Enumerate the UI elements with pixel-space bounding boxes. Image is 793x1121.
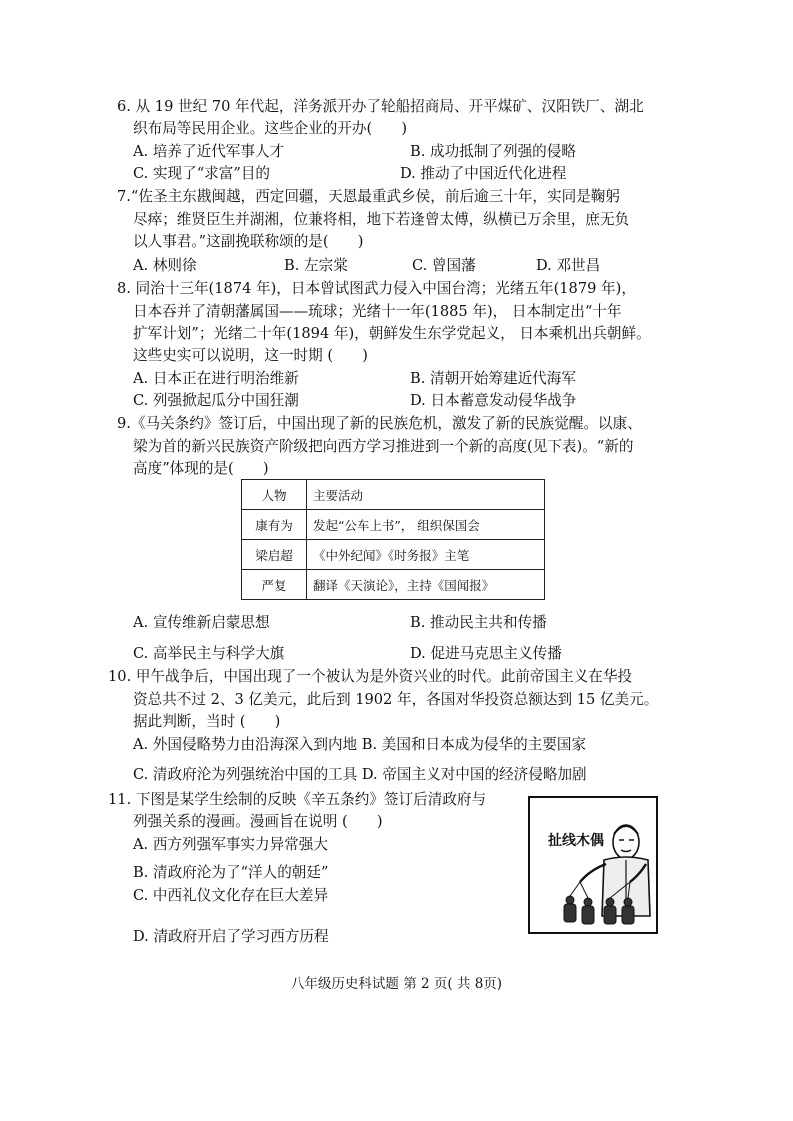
puppet-cartoon	[528, 796, 658, 934]
q7-option-d: D. 邓世昌	[536, 257, 601, 274]
table-header-row	[242, 480, 545, 510]
table-header-cell: 人物	[242, 480, 307, 510]
q8-option-c: C. 列强掀起瓜分中国狂潮	[133, 392, 299, 409]
q6-option-d: D. 推动了中国近代化进程	[400, 165, 567, 182]
q7-stem-line2: 尽瘁；维贤臣生并湖湘，位兼将相，地下若逢曾太傅，纵横已万余里，庶无负	[133, 211, 630, 228]
table-cell: 梁启超	[242, 540, 307, 570]
q10-stem-line2: 资总共不过 2、3 亿美元，此后到 1902 年，各国对华投资总额达到 15 亿美元。	[133, 691, 659, 708]
q8-option-b: B. 清朝开始筹建近代海军	[410, 370, 576, 387]
q9-option-d: D. 促进马克思主义传播	[410, 645, 562, 662]
table-cell: 康有为	[242, 510, 307, 540]
q8-option-a: A. 日本正在进行明治维新	[133, 370, 299, 387]
q8-stem-line3: 扩军计划”；光绪二十年(1894 年)，朝鲜发生东学党起义， 日本乘机出兵朝鲜。	[133, 325, 651, 342]
table-row	[242, 510, 545, 540]
page-footer: 八年级历史科试题 第 2 页( 共 8页)	[290, 976, 503, 992]
q9-option-b: B. 推动民主共和传播	[410, 614, 547, 631]
q10-options-ab: A. 外国侵略势力由沿海深入到内地 B. 美国和日本成为侵华的主要国家	[133, 736, 587, 753]
q9-option-a: A. 宣传维新启蒙思想	[133, 614, 270, 631]
cartoon-caption: 扯线木偶	[548, 833, 604, 849]
q9-stem-line1: 9.《马关条约》签订后，中国出现了新的民族危机，激发了新的民族觉醒。以康、	[117, 415, 642, 432]
q11-stem-line2: 列强关系的漫画。漫画旨在说明 ( )	[133, 813, 383, 830]
q7-stem-line3: 以人事君。”这副挽联称颂的是( )	[133, 233, 364, 250]
q8-option-d: D. 日本蓄意发动侵华战争	[410, 392, 577, 409]
table-cell: 发起“公车上书”， 组织保国会	[307, 510, 545, 540]
table-cell: 《中外纪闻》《时务报》主笔	[307, 540, 545, 570]
q11-option-c: C. 中西礼仪文化存在巨大差异	[133, 887, 329, 904]
table-row	[242, 540, 545, 570]
q10-options-cd: C. 清政府沦为列强统治中国的工具 D. 帝国主义对中国的经济侵略加剧	[133, 766, 587, 783]
q10-stem-line3: 据此判断，当时 ( )	[133, 713, 281, 730]
q6-option-a: A. 培养了近代军事人才	[133, 143, 285, 160]
q9-stem-line2: 梁为首的新兴民族资产阶级把向西方学习推进到一个新的高度(见下表)。“新的	[133, 438, 634, 455]
q8-stem-line1: 8. 同治十三年(1874 年)，日本曾试图武力侵入中国台湾；光绪五年(1879 年)，	[117, 280, 636, 297]
puppeteer-illustration	[530, 798, 656, 932]
q7-option-c: C. 曾国藩	[412, 257, 476, 274]
q6-option-c: C. 实现了“求富”目的	[133, 165, 271, 182]
q6-stem-line1: 6. 从 19 世纪 70 年代起，洋务派开办了轮船招商局、开平煤矿、汉阳铁厂、湖北	[117, 98, 644, 115]
q11-option-d: D. 清政府开启了学习西方历程	[133, 928, 329, 945]
q11-stem-line1: 11. 下图是某学生绘制的反映《辛五条约》签订后清政府与	[108, 791, 487, 808]
q11-option-b: B. 清政府沦为了“洋人的朝廷”	[133, 864, 329, 881]
table-cell: 严复	[242, 570, 307, 600]
q9-option-c: C. 高举民主与科学大旗	[133, 645, 285, 662]
q6-option-b: B. 成功抵制了列强的侵略	[410, 143, 576, 160]
table-header-cell: 主要活动	[307, 480, 545, 510]
table-cell: 翻译《天演论》，主持《国闻报》	[307, 570, 545, 600]
q7-option-a: A. 林则徐	[133, 257, 197, 274]
q10-stem-line1: 10. 甲午战争后，中国出现了一个被认为是外资兴业的时代。此前帝国主义在华投	[108, 668, 633, 685]
q8-stem-line4: 这些史实可以说明，这一时期 ( )	[133, 347, 368, 364]
q8-stem-line2: 日本吞并了清朝藩属国——琉球；光绪十一年(1885 年)， 日本制定出“十年	[133, 303, 622, 320]
table-row	[242, 570, 545, 600]
activities-table	[241, 479, 545, 600]
q9-stem-line3: 高度”体现的是( )	[133, 460, 269, 477]
q7-stem-line1: 7.“佐圣主东戡闽越，西定回疆，天恩最重武乡侯，前后逾三十年，实同是鞠躬	[117, 188, 620, 205]
q11-option-a: A. 西方列强军事实力异常强大	[133, 836, 328, 853]
q7-option-b: B. 左宗棠	[284, 257, 348, 274]
q6-stem-line2: 织布局等民用企业。这些企业的开办( )	[133, 120, 408, 137]
